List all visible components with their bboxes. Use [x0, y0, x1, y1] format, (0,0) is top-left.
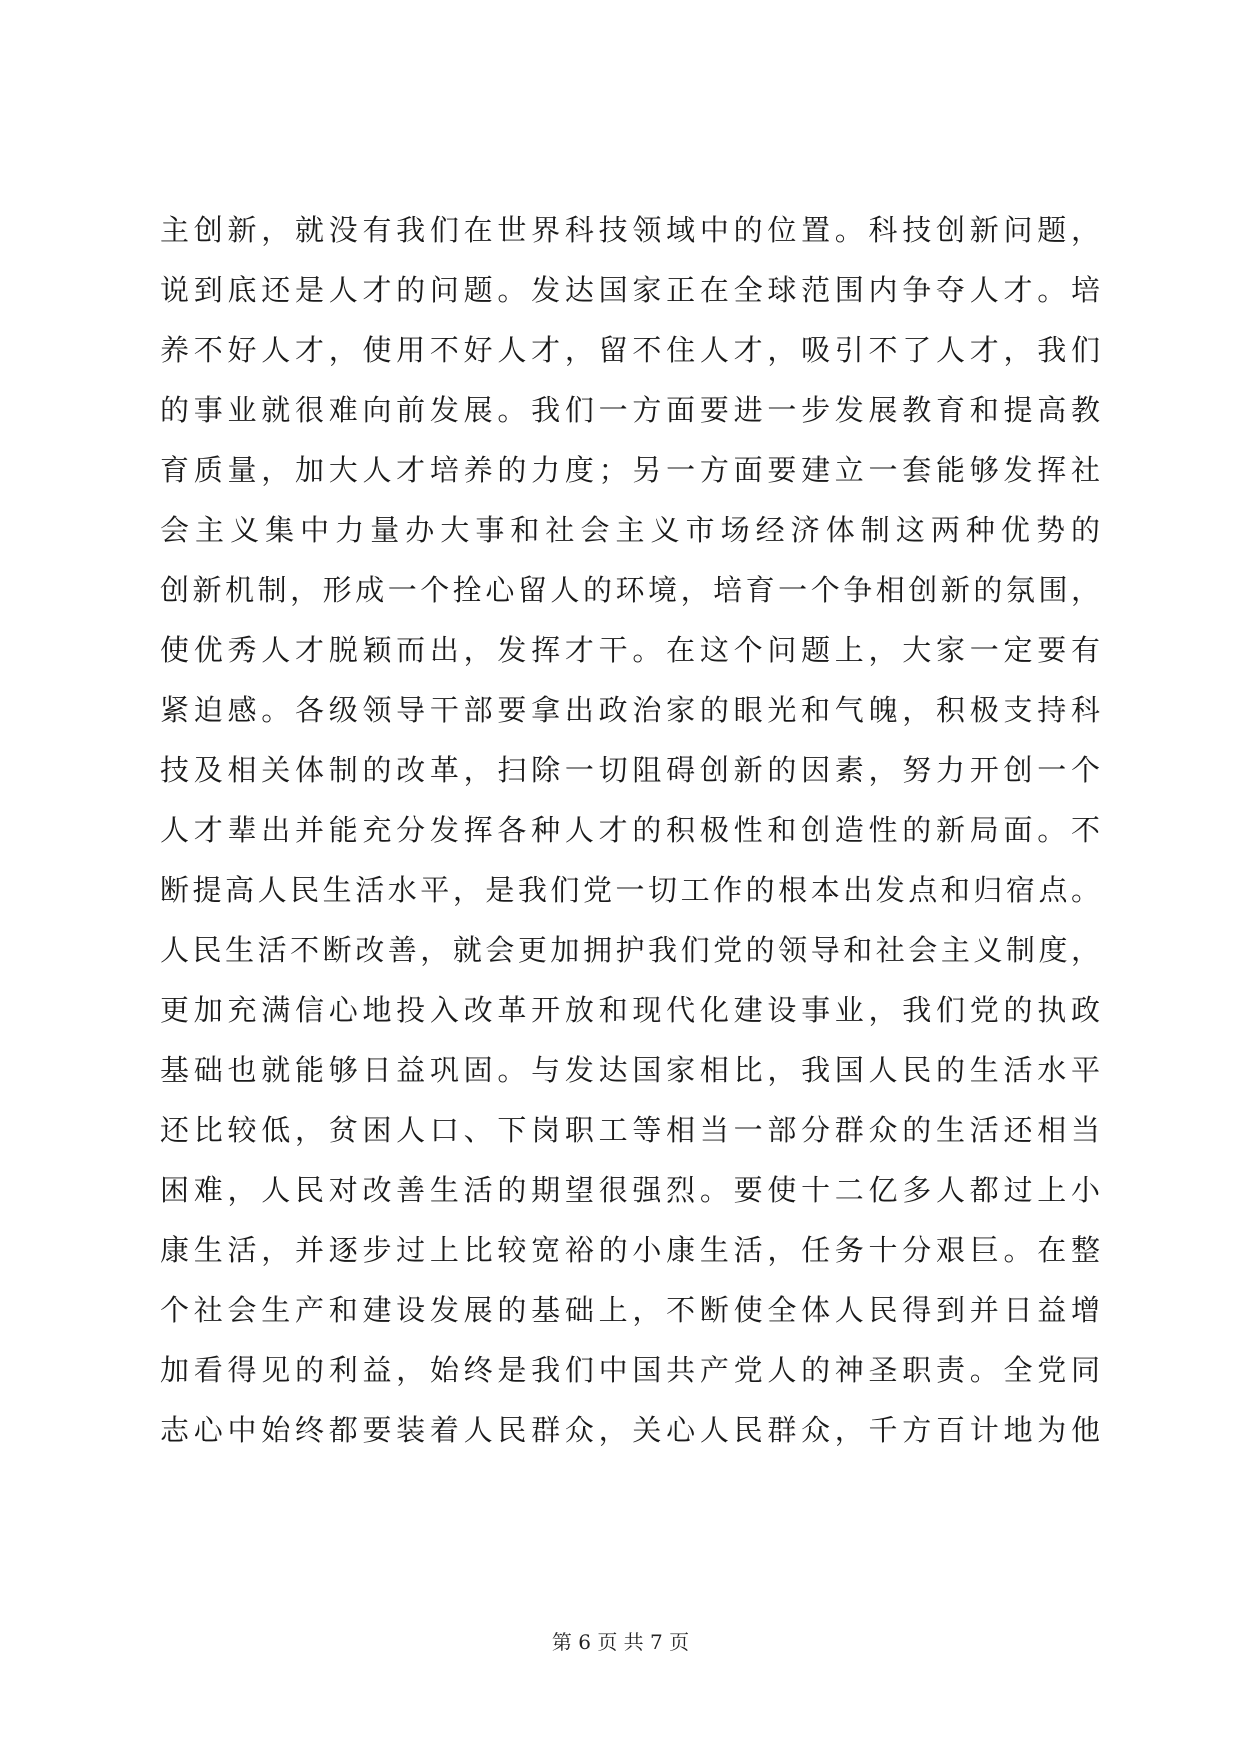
text-line: 基础也就能够日益巩固。与发达国家相比，我国人民的生活水平	[160, 1053, 1100, 1087]
text-line: 加看得见的利益，始终是我们中国共产党人的神圣职责。全党同	[160, 1353, 1100, 1387]
text-line: 技及相关体制的改革，扫除一切阻碍创新的因素，努力开创一个	[160, 753, 1100, 787]
text-line: 育质量，加大人才培养的力度；另一方面要建立一套能够发挥社	[160, 453, 1100, 487]
text-line: 康生活，并逐步过上比较宽裕的小康生活，任务十分艰巨。在整	[160, 1233, 1100, 1267]
text-line: 人民生活不断改善，就会更加拥护我们党的领导和社会主义制度，	[160, 933, 1100, 967]
text-line: 主创新，就没有我们在世界科技领域中的位置。科技创新问题，	[160, 213, 1100, 247]
body-text	[160, 200, 1100, 1460]
text-line: 还比较低，贫困人口、下岗职工等相当一部分群众的生活还相当	[160, 1113, 1100, 1147]
text-line: 使优秀人才脱颖而出，发挥才干。在这个问题上，大家一定要有	[160, 633, 1100, 667]
text-line: 个社会生产和建设发展的基础上，不断使全体人民得到并日益增	[160, 1293, 1100, 1327]
text-line: 困难，人民对改善生活的期望很强烈。要使十二亿多人都过上小	[160, 1173, 1100, 1207]
text-line: 创新机制，形成一个拴心留人的环境，培育一个争相创新的氛围，	[160, 573, 1100, 607]
text-line: 志心中始终都要装着人民群众，关心人民群众，千方百计地为他	[160, 1413, 1100, 1447]
text-line: 说到底还是人才的问题。发达国家正在全球范围内争夺人才。培	[160, 273, 1100, 307]
text-line: 更加充满信心地投入改革开放和现代化建设事业，我们党的执政	[160, 993, 1100, 1027]
page-number-footer: 第 6 页 共 7 页	[551, 1630, 690, 1654]
text-line: 的事业就很难向前发展。我们一方面要进一步发展教育和提高教	[160, 393, 1100, 427]
text-line: 会主义集中力量办大事和社会主义市场经济体制这两种优势的	[160, 513, 1100, 547]
text-line: 断提高人民生活水平，是我们党一切工作的根本出发点和归宿点。	[160, 873, 1100, 907]
text-line: 人才辈出并能充分发挥各种人才的积极性和创造性的新局面。不	[160, 813, 1100, 847]
text-line: 紧迫感。各级领导干部要拿出政治家的眼光和气魄，积极支持科	[160, 693, 1100, 727]
text-line: 养不好人才，使用不好人才，留不住人才，吸引不了人才，我们	[160, 333, 1100, 367]
